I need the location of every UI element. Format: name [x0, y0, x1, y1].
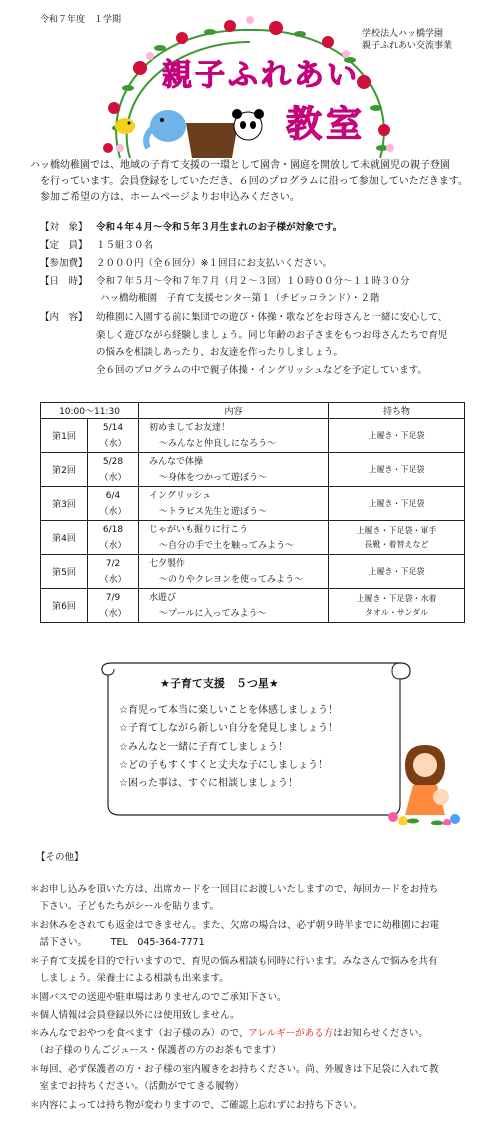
session-date — [88, 555, 139, 589]
info-label: 【参加費】 — [40, 258, 88, 269]
weekday-text: （水） — [99, 574, 127, 585]
other-section-title: 【その他】 — [36, 852, 84, 863]
session-items — [329, 521, 465, 555]
session-content — [139, 555, 329, 589]
star-line: ☆みんなと一緒に子育てしましょう！ — [119, 742, 288, 753]
info-value: 令和７年５月～令和７年７月（月２～３回）１０時００分～１１時３０分 — [96, 276, 410, 287]
session-title: 七夕製作 — [149, 558, 186, 569]
allergy-note — [30, 1025, 485, 1042]
star-line: ☆困った事は、すぐに相談しましょう！ — [119, 778, 298, 789]
weekday-text: （水） — [99, 540, 127, 551]
session-items — [329, 589, 465, 623]
items-line-1: 上履き・下足袋・軍手 — [356, 525, 437, 535]
items-line-2: タオル・サンダル — [364, 607, 429, 617]
star-line: ☆どの子もすくすくと丈夫な子にしましょう！ — [119, 760, 328, 771]
session-content — [139, 521, 329, 555]
items-line-1: 上履き・下足袋 — [368, 498, 425, 508]
info-value: 楽しく遊びながら経験しましょう。同じ年齢のお子さまをもつお母さんたちで育児 — [96, 330, 448, 341]
info-fee — [40, 257, 332, 271]
date-text: 6/4 — [105, 490, 121, 501]
note-line: 下さい。子どもたちがシールを貼ります。 — [30, 901, 220, 912]
session-subtitle: ～プールに入ってみよう～ — [159, 608, 267, 619]
session-date — [88, 487, 139, 521]
note-line: ＊子育て支援を目的で行いますので、育児の悩み相談も同時に行います。みなさんで悩みを共有 — [30, 956, 438, 967]
fiscal-term: 令和７年度 １学期 — [40, 15, 122, 25]
session-items — [329, 453, 465, 487]
note-line: ＊個人情報は会員登録以外には使用致しません。 — [30, 1010, 240, 1021]
weekday-text: （水） — [99, 506, 127, 517]
table-row — [41, 419, 465, 453]
weekday-text: （水） — [99, 472, 127, 483]
session-content — [139, 487, 329, 521]
session-items — [329, 555, 465, 589]
session-content — [139, 453, 329, 487]
info-location — [40, 292, 380, 306]
session-number: 第3回 — [41, 487, 88, 521]
org-line-2: 親子ふれあい交流事業 — [362, 41, 453, 51]
org-line-1: 学校法人ハッ橋学園 — [362, 29, 444, 39]
info-content-4 — [40, 364, 427, 378]
info-value: １５組３０名 — [96, 240, 154, 251]
info-content-2 — [40, 329, 448, 343]
weekday-text: （水） — [99, 608, 127, 619]
info-value: 令和４年４月～令和５年３月生まれのお子様が対象です。 — [96, 222, 343, 233]
info-capacity — [40, 239, 154, 253]
note-line: （お子様のりんごジュース・保護者の方のお茶もでます） — [30, 1045, 282, 1056]
session-subtitle: ～みんなと仲良しになろう～ — [159, 438, 277, 449]
note-line: ＊毎回、必ず保護者の方・お子様の室内履きをお持ちください。尚、外履きは下足袋に入れて教 — [30, 1064, 439, 1075]
info-value: 全６回のプログラムの中で親子体操・イングリッシュなどを予定しています。 — [96, 365, 427, 376]
header-time: 10:00～11:30 — [41, 403, 139, 419]
session-date — [88, 589, 139, 623]
info-value: の悩みを相談しあったり、お友達を作ったりしましょう。 — [96, 347, 343, 358]
session-title: じゃがいも掘りに行こう — [149, 524, 249, 535]
info-content — [40, 311, 448, 325]
note-line: しましょう。栄養士による相談も出来ます。 — [30, 973, 229, 984]
date-text: 5/14 — [102, 422, 124, 433]
info-content-3 — [40, 346, 343, 360]
intro-line-1: ハッ橋幼稚園では、地域の子育て支援の一環として園舎・園庭を開放して未就園児の親子登園 — [30, 160, 450, 171]
session-subtitle: ～自分の手で土を触ってみよう～ — [159, 540, 295, 551]
info-value: 幼稚園に入園する前に集団での遊び・体操・歌などをお母さんと一緒に安心して、 — [96, 312, 448, 323]
header-content: 内容 — [139, 403, 329, 419]
items-line-1: 上履き・下足袋 — [368, 430, 425, 440]
table-row — [41, 555, 465, 589]
allergy-highlight: アレルギーがある方 — [248, 1028, 334, 1039]
note-line: 室までお持ちください。（活動がでてきる履物） — [30, 1081, 244, 1092]
session-subtitle: ～身体をつかって遊ぼう～ — [159, 472, 268, 483]
date-text: 7/9 — [105, 592, 121, 603]
star-line: ☆子育てしながら新しい自分を発見しましょう！ — [119, 723, 338, 734]
session-subtitle: ～のりやクレヨンを使ってみよう～ — [159, 574, 304, 585]
table-row — [41, 589, 465, 623]
session-date — [88, 453, 139, 487]
intro-line-3: 参加ご希望の方は、ホームページよりお申込みください。 — [40, 192, 300, 203]
header-items: 持ち物 — [329, 403, 465, 419]
allergy-text-pre: ＊みんなでおやつを食べます（お子様のみ）ので、 — [30, 1028, 249, 1039]
session-number: 第6回 — [41, 589, 88, 623]
allergy-text-post: はお知らせください。 — [333, 1028, 428, 1039]
info-datetime — [40, 275, 410, 289]
note-line: ＊園バスでの送迎や駐車場はありませんのでご承知下さい。 — [30, 992, 287, 1003]
mother-child-illustration — [385, 735, 465, 825]
info-label: 【対 象】 — [40, 222, 88, 233]
title-line-1: 親子ふれあい — [162, 58, 360, 93]
schedule-table — [40, 402, 465, 623]
session-title: みんなで体操 — [149, 456, 204, 467]
items-line-1: 上履き・下足袋 — [368, 464, 425, 474]
info-target — [40, 221, 343, 235]
session-content — [139, 419, 329, 453]
session-content — [139, 589, 329, 623]
session-title: イングリッシュ — [149, 490, 212, 501]
table-row — [41, 453, 465, 487]
session-date — [88, 521, 139, 555]
info-value: ハッ橋幼稚園 子育て支援センター第１（チビッコランド）・２階 — [100, 293, 380, 304]
table-row — [41, 521, 465, 555]
weekday-text: （水） — [99, 438, 127, 449]
session-title: 水遊び — [149, 592, 177, 603]
session-items — [329, 419, 465, 453]
session-title: 初めましてお友達！ — [149, 422, 231, 433]
info-label: 【日 時】 — [40, 276, 88, 287]
note-line: ＊お休みをされても返金はできません。また、欠席の場合は、必ず朝９時半までに幼稚園にお電 — [30, 920, 440, 931]
session-number: 第2回 — [41, 453, 88, 487]
info-label: 【内 容】 — [40, 312, 88, 323]
stars-title: ★子育て支援 ５つ星★ — [160, 677, 279, 690]
note-line: ＊お申し込みを頂いた方は、出席カードを一回目にお渡しいたしますので、毎回カードをお持ち — [30, 884, 439, 895]
session-number: 第4回 — [41, 521, 88, 555]
session-subtitle: ～トラビス先生と遊ぼう～ — [159, 506, 268, 517]
note-line: ＊内容によっては持ち物が変わりますので、ご確認上忘れずにお持ち下さい。 — [30, 1100, 363, 1111]
note-line: 話下さい。 TEL 045-364-7771 — [30, 937, 205, 948]
date-text: 6/18 — [102, 524, 124, 535]
info-value: ２０００円（全６回分）※１回目にお支払いください。 — [96, 258, 332, 269]
table-header-row — [41, 403, 465, 419]
session-items — [329, 487, 465, 521]
session-number: 第1回 — [41, 419, 88, 453]
star-line: ☆育児って本当に楽しいことを体感しましょう！ — [119, 705, 338, 716]
info-label: 【定 員】 — [40, 240, 88, 251]
items-line-1: 上履き・下足袋 — [368, 566, 425, 576]
table-row — [41, 487, 465, 521]
session-date — [88, 419, 139, 453]
items-line-1: 上履き・下足袋・水着 — [356, 593, 437, 603]
title-line-2: 教室 — [286, 104, 367, 145]
intro-line-2: を行っています。会員登録をしていただき、６回のプログラムに沿って参加していただきます。 — [40, 176, 468, 187]
session-number: 第5回 — [41, 555, 88, 589]
date-text: 7/2 — [105, 558, 121, 569]
items-line-2: 長靴・着替えなど — [364, 539, 429, 549]
date-text: 5/28 — [102, 456, 124, 467]
